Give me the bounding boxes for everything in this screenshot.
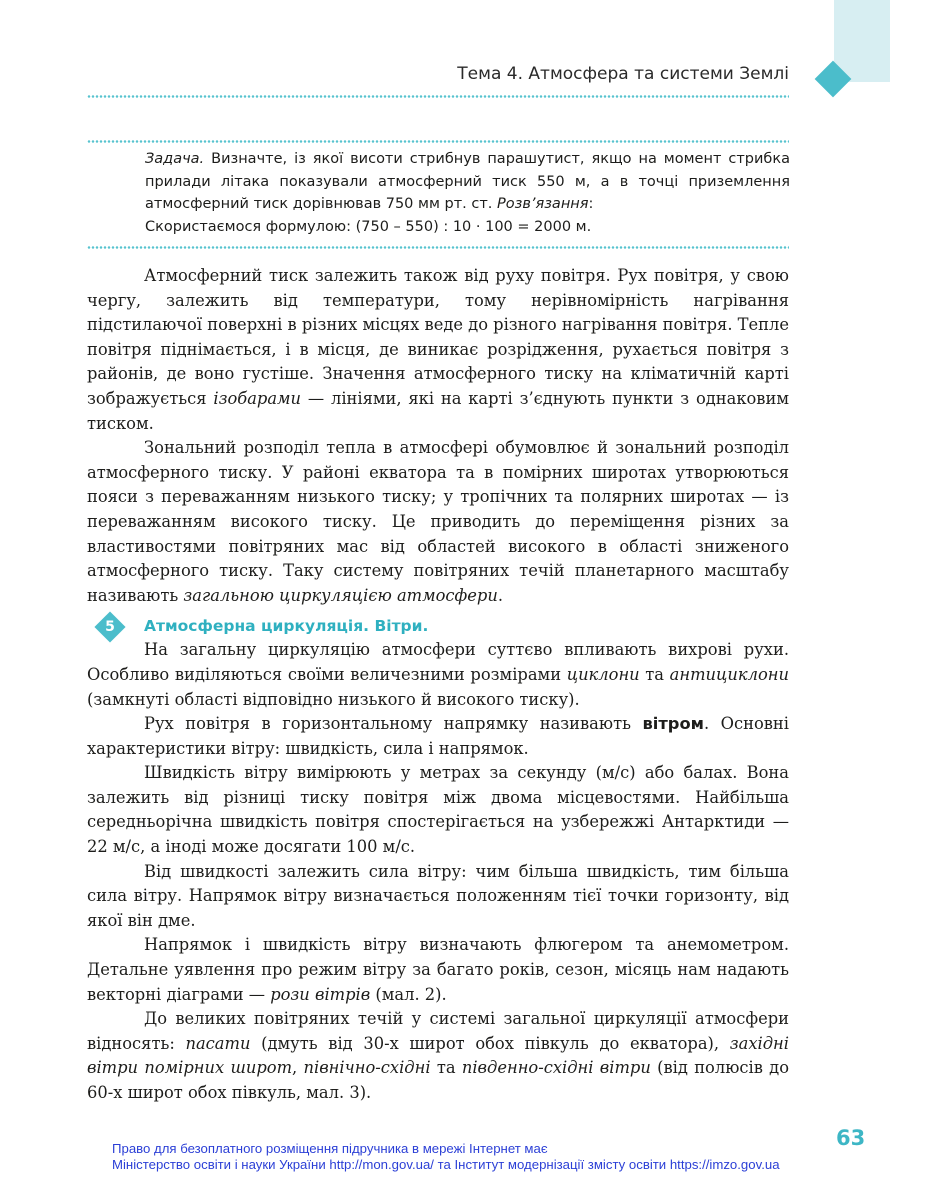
paragraph: Швидкість вітру вимірюють у метрах за секунду (м/с) або балах. Вона залежить від різниці тиску повітря між двома місцевостями. Найбільша середньорічна швидкість повітря спостерігається на узбережжі Антарктиди — 22 м/с, а іноді може досягати 100 м/с. [87,763,789,857]
footer-line: Міністерство освіти і науки України http://mon.gov.ua/ та Інститут модернізації змісту освіти https://imzo.gov.ua [112,1157,780,1172]
term: південно-східні вітри [461,1058,651,1078]
task-bottom-dotted-divider [87,245,789,250]
term: північно-східні [303,1058,431,1078]
task-box [145,148,790,238]
term: рози вітрів [270,984,371,1004]
task-text: Визначте, із якої висоти стрибнув парашутист, якщо на момент стрибка прилади літака показували атмосферний тиск 550 м, а в точці приземлення атмосферний тиск дорівнював 750 мм рт. ст. [145,151,790,212]
task-top-dotted-divider [87,139,789,144]
paragraph: Зональний розподіл тепла в атмосфері обумовлює й зональний розподіл атмосферного тиску. У районі екватора та в помірних широтах утворюються пояси з переважанням низького тиску; у тропічних та полярних широтах — із переважанням високого тиску. Це приводить до переміщення різних за властивостями повітряних мас від областей високого в області зниженого атмосферного тиску. Таку систему повітряних течій планетарного масштабу називають загальною циркуляцією атмосфери. [87,438,789,605]
paragraph: Напрямок і швидкість вітру визначають флюгером та анемометром. Детальне уявлення про режим вітру за багато років, сезон, місяць нам надають векторні діаграми — рози вітрів (мал. 2). [87,935,789,1004]
section-number: 5 [105,619,115,636]
term: антициклони [669,664,789,684]
footer-license-note [112,1141,832,1173]
task-label: Задача. [145,151,205,167]
running-header: Тема 4. Атмосфера та системи Землі [457,64,789,84]
paragraph: Від швидкості залежить сила вітру: чим більша швидкість, тим більша сила вітру. Напрямок вітру визначається положенням тієї точки горизонту, від якої він дме. [87,861,789,930]
main-text [87,264,789,1106]
term: західні вітри помірних широт [87,1033,789,1078]
term: ізобарами [213,388,302,408]
term: циклони [566,664,640,684]
solution-label: Розв’язання [497,196,589,212]
term: загальною циркуляцією атмосфери [183,585,498,605]
footer-line: Право для безоплатного розміщення підручника в мережі Інтернет має [112,1141,548,1156]
section-title: Атмосферна циркуляція. Вітри. [144,617,429,636]
page-number: 63 [836,1126,866,1150]
paragraph: На загальну циркуляцію атмосфери суттєво впливають вихрові рухи. Особливо виділяються своїми величезними розмірами циклони та антициклони (замкнуті області відповідно низького й високого тиску). [87,640,789,709]
term: пасати [185,1033,251,1053]
term: вітром [642,714,704,734]
task-formula: Скористаємося формулою: (750 – 550) : 10 · 100 = 2000 м. [145,218,592,235]
task-statement: Задача. Визначте, із якої висоти стрибнув парашутист, якщо на момент стрибка прилади літака показували атмосферний тиск 550 м, а в точці приземлення атмосферний тиск дорівнював 750 мм рт. ст. Розв’язання: [145,151,790,212]
paragraph: До великих повітряних течій у системі загальної циркуляції атмосфери відносять: пасати (дмуть від 30-х широт обох півкуль до екватора), західні вітри помірних широт, північно-східні та південно-східні вітри (від полюсів до 60-х широт обох півкуль, мал. 3). [87,1009,789,1102]
paragraph: Атмосферний тиск залежить також від руху повітря. Рух повітря, у свою чергу, залежить від температури, тому нерівномірність нагрівання підстилаючої поверхні в різних місцях веде до різного нагрівання повітря. Тепле повітря піднімається, і в місця, де виникає розрідження, рухається повітря з районів, де воно густіше. Значення атмосферного тиску на кліматичній карті зображується ізобарами — лініями, які на карті з’єднують пункти з однаковим тиском. [87,266,789,433]
section-heading [87,614,789,638]
paragraph: Рух повітря в горизонтальному напрямку називають вітром. Основні характеристики вітру: швидкість, сила і напрямок. [87,714,789,758]
header-dotted-divider [87,94,789,99]
